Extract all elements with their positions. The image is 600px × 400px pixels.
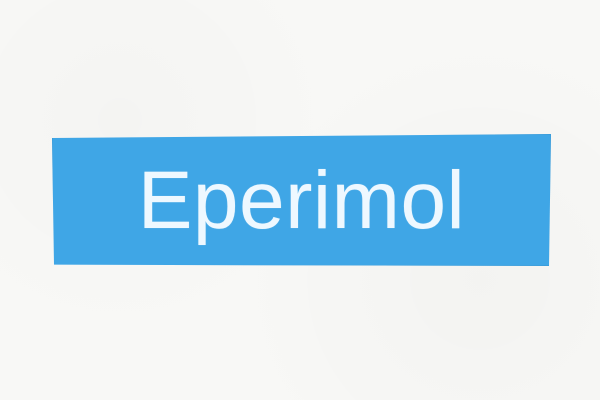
brand-name-text: Eperimol <box>137 155 466 246</box>
